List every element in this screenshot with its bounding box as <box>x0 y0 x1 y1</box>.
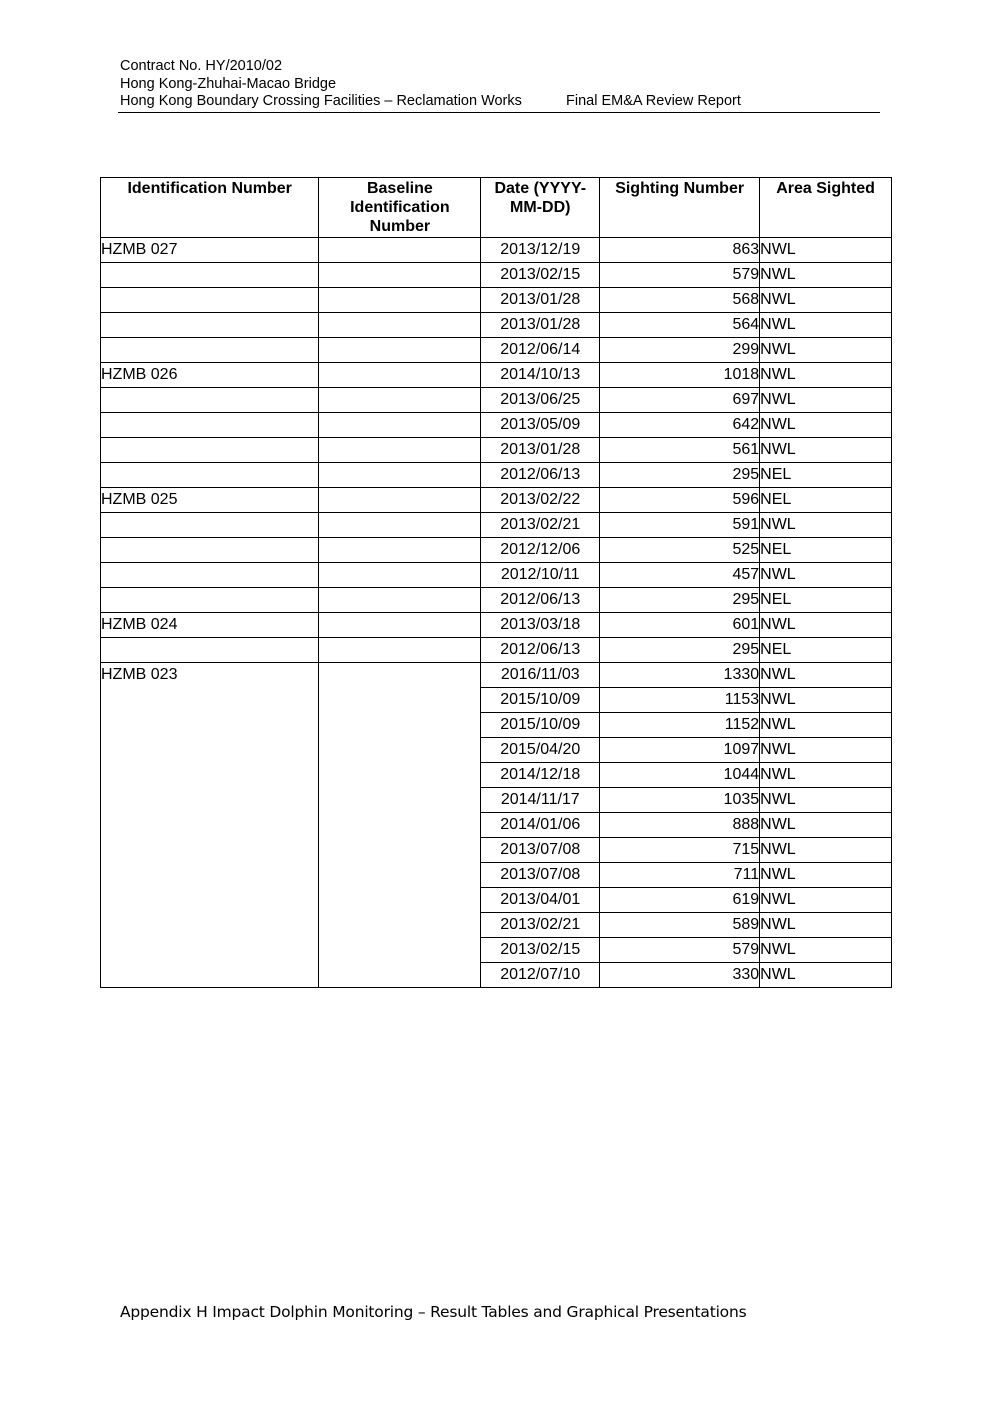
table-row <box>101 438 892 463</box>
area-sighted-cell: NWL <box>760 938 892 963</box>
date-cell: 2012/10/11 <box>481 563 600 588</box>
identification-number-cell <box>101 463 319 488</box>
identification-number-cell <box>101 388 319 413</box>
table-row <box>101 563 892 588</box>
sighting-number-cell: 591 <box>600 513 760 538</box>
date-cell: 2012/12/06 <box>481 538 600 563</box>
baseline-identification-cell <box>319 638 481 663</box>
baseline-identification-cell <box>319 288 481 313</box>
date-cell: 2014/10/13 <box>481 363 600 388</box>
sighting-number-cell: 330 <box>600 963 760 988</box>
area-sighted-cell: NWL <box>760 288 892 313</box>
area-sighted-cell: NWL <box>760 963 892 988</box>
date-cell: 2012/06/13 <box>481 463 600 488</box>
table-row <box>101 588 892 613</box>
area-sighted-cell: NWL <box>760 838 892 863</box>
table-row <box>101 263 892 288</box>
baseline-identification-cell <box>319 663 481 988</box>
area-sighted-cell: NWL <box>760 263 892 288</box>
date-cell: 2013/01/28 <box>481 438 600 463</box>
identification-number-cell <box>101 438 319 463</box>
date-cell: 2013/01/28 <box>481 288 600 313</box>
date-cell: 2013/02/21 <box>481 513 600 538</box>
area-sighted-cell: NWL <box>760 563 892 588</box>
sighting-number-cell: 299 <box>600 338 760 363</box>
date-cell: 2012/06/13 <box>481 638 600 663</box>
identification-number-cell <box>101 338 319 363</box>
table-row <box>101 388 892 413</box>
area-sighted-cell: NEL <box>760 463 892 488</box>
table-row <box>101 638 892 663</box>
table-row <box>101 288 892 313</box>
area-sighted-cell: NWL <box>760 363 892 388</box>
sighting-number-cell: 1035 <box>600 788 760 813</box>
area-sighted-cell: NWL <box>760 388 892 413</box>
identification-number-cell <box>101 538 319 563</box>
column-header-baseline-identification-number: Baseline Identification Number <box>319 178 481 238</box>
area-sighted-cell: NWL <box>760 863 892 888</box>
date-cell: 2016/11/03 <box>481 663 600 688</box>
table-row <box>101 463 892 488</box>
area-sighted-cell: NWL <box>760 438 892 463</box>
contract-number: Contract No. HY/2010/02 <box>120 58 283 74</box>
area-sighted-cell: NWL <box>760 763 892 788</box>
date-cell: 2013/02/21 <box>481 913 600 938</box>
sighting-number-cell: 579 <box>600 938 760 963</box>
identification-number-cell: HZMB 027 <box>101 238 319 263</box>
sightings-table <box>100 177 892 988</box>
baseline-identification-cell <box>319 538 481 563</box>
baseline-identification-cell <box>319 438 481 463</box>
baseline-identification-cell <box>319 313 481 338</box>
baseline-identification-cell <box>319 413 481 438</box>
area-sighted-cell: NWL <box>760 338 892 363</box>
sighting-number-cell: 863 <box>600 238 760 263</box>
table-row <box>101 488 892 513</box>
area-sighted-cell: NWL <box>760 813 892 838</box>
header-rule <box>118 112 880 113</box>
area-sighted-cell: NWL <box>760 613 892 638</box>
identification-number-cell: HZMB 026 <box>101 363 319 388</box>
column-header-date: Date (YYYY-MM-DD) <box>481 178 600 238</box>
date-cell: 2012/06/14 <box>481 338 600 363</box>
page-footer: Appendix H Impact Dolphin Monitoring – Result Tables and Graphical Presentations <box>120 1303 747 1321</box>
area-sighted-cell: NWL <box>760 663 892 688</box>
baseline-identification-cell <box>319 263 481 288</box>
area-sighted-cell: NWL <box>760 313 892 338</box>
baseline-identification-cell <box>319 363 481 388</box>
date-cell: 2013/05/09 <box>481 413 600 438</box>
date-cell: 2013/02/15 <box>481 263 600 288</box>
date-cell: 2013/01/28 <box>481 313 600 338</box>
sighting-number-cell: 1097 <box>600 738 760 763</box>
sighting-number-cell: 601 <box>600 613 760 638</box>
baseline-identification-cell <box>319 463 481 488</box>
sighting-number-cell: 1044 <box>600 763 760 788</box>
baseline-identification-cell <box>319 563 481 588</box>
date-cell: 2013/07/08 <box>481 863 600 888</box>
identification-number-cell <box>101 263 319 288</box>
baseline-identification-cell <box>319 613 481 638</box>
sighting-number-cell: 596 <box>600 488 760 513</box>
table-row <box>101 238 892 263</box>
area-sighted-cell: NWL <box>760 238 892 263</box>
sighting-number-cell: 642 <box>600 413 760 438</box>
area-sighted-cell: NWL <box>760 713 892 738</box>
date-cell: 2013/04/01 <box>481 888 600 913</box>
baseline-identification-cell <box>319 238 481 263</box>
sighting-number-cell: 457 <box>600 563 760 588</box>
area-sighted-cell: NWL <box>760 513 892 538</box>
date-cell: 2013/02/15 <box>481 938 600 963</box>
baseline-identification-cell <box>319 388 481 413</box>
area-sighted-cell: NWL <box>760 788 892 813</box>
table-row <box>101 338 892 363</box>
area-sighted-cell: NWL <box>760 913 892 938</box>
identification-number-cell <box>101 288 319 313</box>
date-cell: 2013/06/25 <box>481 388 600 413</box>
table-row <box>101 613 892 638</box>
date-cell: 2014/11/17 <box>481 788 600 813</box>
date-cell: 2015/10/09 <box>481 688 600 713</box>
baseline-identification-cell <box>319 513 481 538</box>
baseline-identification-cell <box>319 488 481 513</box>
table-body <box>101 238 892 988</box>
area-sighted-cell: NWL <box>760 738 892 763</box>
date-cell: 2014/12/18 <box>481 763 600 788</box>
area-sighted-cell: NEL <box>760 638 892 663</box>
sighting-number-cell: 568 <box>600 288 760 313</box>
identification-number-cell <box>101 313 319 338</box>
sighting-number-cell: 697 <box>600 388 760 413</box>
sighting-number-cell: 295 <box>600 588 760 613</box>
sighting-number-cell: 579 <box>600 263 760 288</box>
date-cell: 2012/07/10 <box>481 963 600 988</box>
header-line3 <box>120 93 880 111</box>
sighting-number-cell: 715 <box>600 838 760 863</box>
sighting-number-cell: 1152 <box>600 713 760 738</box>
sighting-number-cell: 1018 <box>600 363 760 388</box>
sighting-number-cell: 711 <box>600 863 760 888</box>
sighting-number-cell: 589 <box>600 913 760 938</box>
sighting-number-cell: 619 <box>600 888 760 913</box>
date-cell: 2013/03/18 <box>481 613 600 638</box>
area-sighted-cell: NWL <box>760 888 892 913</box>
sighting-number-cell: 1330 <box>600 663 760 688</box>
date-cell: 2012/06/13 <box>481 588 600 613</box>
date-cell: 2013/02/22 <box>481 488 600 513</box>
sighting-number-cell: 295 <box>600 463 760 488</box>
identification-number-cell: HZMB 023 <box>101 663 319 988</box>
table-row <box>101 313 892 338</box>
date-cell: 2014/01/06 <box>481 813 600 838</box>
page-header <box>120 58 880 111</box>
area-sighted-cell: NWL <box>760 413 892 438</box>
table-row <box>101 513 892 538</box>
identification-number-cell: HZMB 024 <box>101 613 319 638</box>
table-row <box>101 413 892 438</box>
sighting-number-cell: 295 <box>600 638 760 663</box>
sighting-number-cell: 888 <box>600 813 760 838</box>
area-sighted-cell: NEL <box>760 488 892 513</box>
date-cell: 2013/07/08 <box>481 838 600 863</box>
table-row <box>101 538 892 563</box>
identification-number-cell <box>101 513 319 538</box>
table-row <box>101 363 892 388</box>
area-sighted-cell: NWL <box>760 688 892 713</box>
identification-number-cell <box>101 588 319 613</box>
identification-number-cell: HZMB 025 <box>101 488 319 513</box>
baseline-identification-cell <box>319 588 481 613</box>
date-cell: 2015/04/20 <box>481 738 600 763</box>
report-title: Final EM&A Review Report <box>566 93 741 109</box>
column-header-area-sighted: Area Sighted <box>760 178 892 238</box>
identification-number-cell <box>101 563 319 588</box>
date-cell: 2013/12/19 <box>481 238 600 263</box>
area-sighted-cell: NEL <box>760 538 892 563</box>
identification-number-cell <box>101 638 319 663</box>
sighting-number-cell: 1153 <box>600 688 760 713</box>
baseline-identification-cell <box>319 338 481 363</box>
project-name: Hong Kong-Zhuhai-Macao Bridge <box>120 75 337 92</box>
column-header-identification-number: Identification Number <box>101 178 319 238</box>
date-cell: 2015/10/09 <box>481 713 600 738</box>
table-header-row <box>101 178 892 238</box>
sighting-number-cell: 564 <box>600 313 760 338</box>
column-header-sighting-number: Sighting Number <box>600 178 760 238</box>
sighting-number-cell: 561 <box>600 438 760 463</box>
area-sighted-cell: NEL <box>760 588 892 613</box>
table-row <box>101 663 892 688</box>
works-title: Hong Kong Boundary Crossing Facilities – Reclamation Works <box>120 93 522 109</box>
identification-number-cell <box>101 413 319 438</box>
sighting-number-cell: 525 <box>600 538 760 563</box>
